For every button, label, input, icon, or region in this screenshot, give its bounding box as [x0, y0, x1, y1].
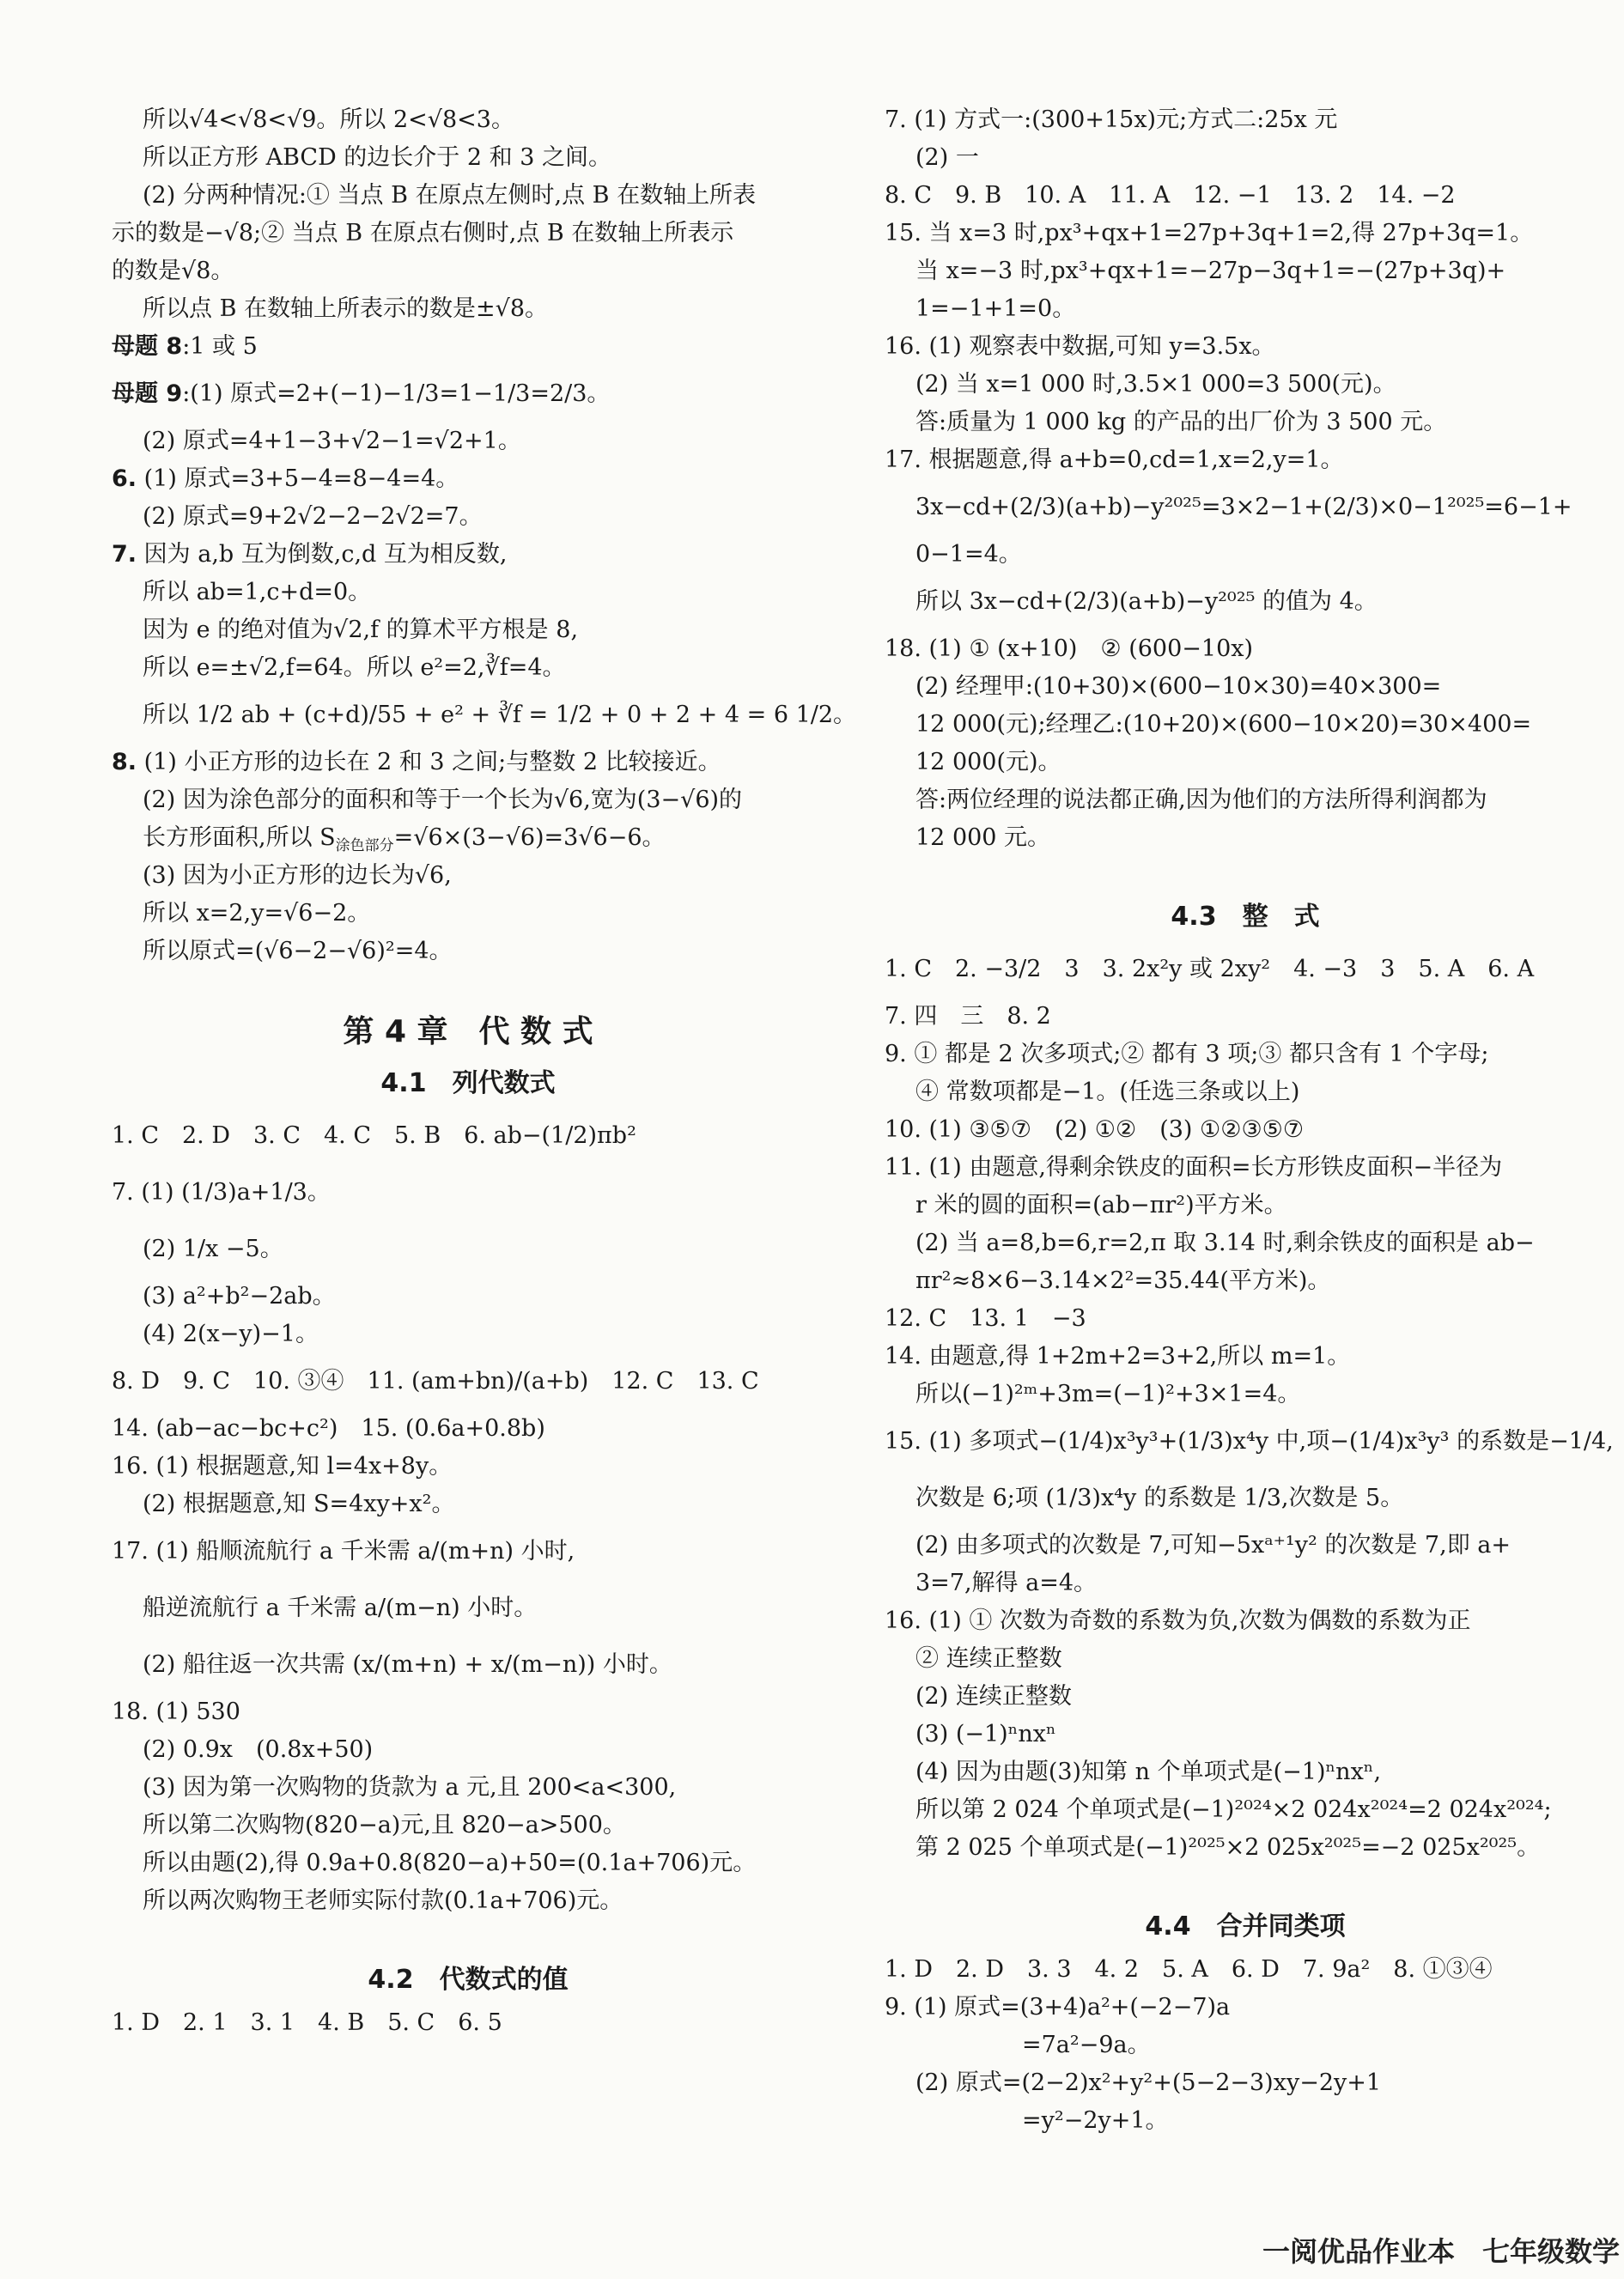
answer-line: (2) 当 a=8,b=6,r=2,π 取 3.14 时,剩余铁皮的面积是 ab− — [915, 1230, 1535, 1256]
answer-line: (3) (−1)ⁿnxⁿ — [915, 1721, 1056, 1747]
answer-line: 1. C 2. −3/2 3 3. 2x²y 或 2xy² 4. −3 3 5. A 6. A — [885, 956, 1535, 982]
answer-line: (2) 因为涂色部分的面积和等于一个长为√6,宽为(3−√6)的 — [143, 787, 743, 813]
answer-line: (2) 经理甲:(10+30)×(600−10×30)=40×300= — [915, 673, 1442, 700]
answer-line: 所以(−1)²ᵐ+3m=(−1)²+3×1=4。 — [915, 1381, 1301, 1407]
answer-line: 所以由题(2),得 0.9a+0.8(820−a)+50=(0.1a+706)元。 — [143, 1850, 757, 1876]
answer-line: 8. D 9. C 10. ③④ 11. (am+bn)/(a+b) 12. C 13. C — [112, 1368, 759, 1395]
answer-line: (2) 原式=(2−2)x²+y²+(5−2−3)xy−2y+1 — [915, 2069, 1382, 2096]
answer-line: (2) 船往返一次共需 (x/(m+n) + x/(m−n)) 小时。 — [143, 1651, 672, 1678]
answer-line: 所以 1/2 ab + (c+d)/55 + e² + ∛f = 1/2 + 0 + 2 + 4 = 6 1/2。 — [143, 702, 857, 728]
answer-line: 12 000(元)。 — [915, 749, 1061, 775]
answer-line: 3=7,解得 a=4。 — [915, 1570, 1098, 1596]
answer-line: 当 x=−3 时,px³+qx+1=−27p−3q+1=−(27p+3q)+ — [915, 258, 1506, 284]
section-title: 4.2 代数式的值 — [368, 1965, 569, 1995]
answer-line: 所以点 B 在数轴上所表示的数是±√8。 — [143, 295, 549, 322]
answer-text: :1 或 5 — [182, 333, 258, 360]
answer-line: 6. (1) 原式=3+5−4=8−4=4。 — [112, 465, 459, 492]
answer-line: 所以 x=2,y=√6−2。 — [143, 900, 371, 927]
answer-line: 9. (1) 原式=(3+4)a²+(−2−7)a — [885, 1994, 1231, 2021]
answer-line: 10. (1) ③⑤⑦ (2) ①② (3) ①②③⑤⑦ — [885, 1116, 1305, 1143]
answer-line: 17. 根据题意,得 a+b=0,cd=1,x=2,y=1。 — [885, 447, 1344, 473]
answer-line: 所以第二次购物(820−a)元,且 820−a>500。 — [143, 1812, 626, 1838]
answer-line: 答:两位经理的说法都正确,因为他们的方法所得利润都为 — [915, 787, 1487, 813]
answer-line: 所以原式=(√6−2−√6)²=4。 — [143, 938, 453, 964]
answer-line: (4) 2(x−y)−1。 — [143, 1321, 319, 1347]
answer-line: ④ 常数项都是−1。(任选三条或以上) — [915, 1079, 1300, 1105]
answer-line: 0−1=4。 — [915, 541, 1022, 568]
answer-line: 示的数是−√8;② 当点 B 在原点右侧时,点 B 在数轴上所表示 — [112, 220, 734, 246]
answer-text: (1) 原式=3+5−4=8−4=4。 — [143, 465, 459, 492]
answer-line: 14. (ab−ac−bc+c²) 15. (0.6a+0.8b) — [112, 1415, 545, 1442]
answer-line: 16. (1) 根据题意,知 l=4x+8y。 — [112, 1453, 453, 1480]
answer-line: 11. (1) 由题意,得剩余铁皮的面积=长方形铁皮面积−半径为 — [885, 1154, 1503, 1181]
answer-line: (2) 一 — [915, 144, 979, 171]
answer-line: (2) 原式=4+1−3+√2−1=√2+1。 — [143, 428, 521, 454]
answer-line: 3x−cd+(2/3)(a+b)−y²⁰²⁵=3×2−1+(2/3)×0−1²⁰²⁵=6−1+ — [915, 494, 1572, 520]
answer-text: (1) 小正方形的边长在 2 和 3 之间;与整数 2 比较接近。 — [143, 749, 721, 775]
answer-line: 9. ① 都是 2 次多项式;② 都有 3 项;③ 都只含有 1 个字母; — [885, 1041, 1489, 1067]
answer-line: 18. (1) ① (x+10) ② (600−10x) — [885, 635, 1254, 662]
answer-line: (2) 根据题意,知 S=4xy+x²。 — [143, 1491, 455, 1517]
answer-line: 8. (1) 小正方形的边长在 2 和 3 之间;与整数 2 比较接近。 — [112, 749, 721, 775]
subscript: 涂色部分 — [335, 837, 394, 854]
answer-line: =7a²−9a。 — [1022, 2032, 1151, 2058]
answer-line: 7. 因为 a,b 互为倒数,c,d 互为相反数, — [112, 541, 508, 568]
section-title: 4.1 列代数式 — [380, 1068, 556, 1098]
answer-line: 17. (1) 船顺流航行 a 千米需 a/(m+n) 小时, — [112, 1538, 575, 1565]
answer-line: 1. D 2. D 3. 3 4. 2 5. A 6. D 7. 9a² 8. ①③④ — [885, 1956, 1493, 1983]
mother-problem-9 — [112, 366, 824, 422]
answer-line: (2) 由多项式的次数是 7,可知−5xᵃ⁺¹y² 的次数是 7,即 a+ — [915, 1532, 1511, 1559]
mother-problem-8 — [112, 328, 824, 366]
answer-line: 15. (1) 多项式−(1/4)x³y³+(1/3)x⁴y 中,项−(1/4)x³y³ 的系数是−1/4, — [885, 1428, 1614, 1455]
answer-line: 所以 ab=1,c+d=0。 — [143, 579, 372, 605]
answer-line: 7. (1) (1/3)a+1/3。 — [112, 1179, 331, 1206]
answer-line: 16. (1) 观察表中数据,可知 y=3.5x。 — [885, 333, 1275, 360]
answer-line: (4) 因为由题(3)知第 n 个单项式是(−1)ⁿnxⁿ, — [915, 1759, 1382, 1785]
answer-line: 7. 四 三 8. 2 — [885, 1003, 1051, 1030]
answer-line: (3) 因为小正方形的边长为√6, — [143, 862, 452, 889]
answer-line — [112, 819, 824, 857]
section-title: 4.4 合并同类项 — [1145, 1911, 1346, 1942]
answer-line: 15. 当 x=3 时,px³+qx+1=27p+3q+1=2,得 27p+3q=1。 — [885, 220, 1534, 246]
answer-line: 所以 e=±√2,f=64。所以 e²=2,∛f=4。 — [143, 654, 566, 681]
answer-line: ② 连续正整数 — [915, 1645, 1062, 1672]
answer-text: :(1) 原式=2+(−1)−1/3=1−1/3=2/3。 — [182, 380, 611, 407]
book-title-footer: 一阅优品作业本 七年级数学 — [1262, 2235, 1621, 2268]
answer-line: πr²≈8×6−3.14×2²=35.44(平方米)。 — [915, 1267, 1331, 1294]
answer-line: 12 000 元。 — [915, 824, 1051, 851]
answer-line: 所以正方形 ABCD 的边长介于 2 和 3 之间。 — [143, 144, 611, 171]
answer-line: (2) 连续正整数 — [915, 1683, 1072, 1710]
answer-line: 16. (1) ① 次数为奇数的系数为负,次数为偶数的系数为正 — [885, 1607, 1471, 1634]
answer-line: 1. D 2. 1 3. 1 4. B 5. C 6. 5 — [112, 2009, 502, 2036]
answer-text: =√6×(3−√6)=3√6−6。 — [393, 824, 666, 851]
answer-line: 18. (1) 530 — [112, 1699, 240, 1725]
answer-line: 次数是 6;项 (1/3)x⁴y 的系数是 1/3,次数是 5。 — [915, 1485, 1404, 1511]
answer-line: 所以√4<√8<√9。所以 2<√8<3。 — [143, 106, 514, 133]
answer-line: r 米的圆的面积=(ab−πr²)平方米。 — [915, 1192, 1287, 1219]
answer-text: 因为 a,b 互为倒数,c,d 互为相反数, — [143, 541, 508, 568]
answer-line: (3) a²+b²−2ab。 — [143, 1283, 336, 1310]
answer-line: (2) 1/x −5。 — [143, 1236, 283, 1262]
answer-line: (3) 因为第一次购物的货款为 a 元,且 200<a<300, — [143, 1774, 677, 1801]
problem-label: 母题 9 — [112, 380, 183, 407]
right-column — [885, 101, 1614, 2140]
answer-line: 7. (1) 方式一:(300+15x)元;方式二:25x 元 — [885, 106, 1338, 133]
answer-line: 12 000(元);经理乙:(10+20)×(600−10×20)=30×400= — [915, 711, 1532, 738]
answer-line: 船逆流航行 a 千米需 a/(m−n) 小时。 — [143, 1595, 538, 1621]
answer-line: 所以两次购物王老师实际付款(0.1a+706)元。 — [143, 1887, 623, 1914]
section-title: 4.3 整 式 — [1171, 902, 1320, 932]
answer-line: 所以 3x−cd+(2/3)(a+b)−y²⁰²⁵ 的值为 4。 — [915, 588, 1378, 615]
chapter-title: 第 4 章 代 数 式 — [343, 1014, 593, 1049]
answer-line: (2) 原式=9+2√2−2−2√2=7。 — [143, 503, 483, 530]
answer-line: 1=−1+1=0。 — [915, 295, 1076, 322]
answer-line: 所以第 2 024 个单项式是(−1)²⁰²⁴×2 024x²⁰²⁴=2 024x²⁰²⁴; — [915, 1796, 1552, 1823]
answer-text: 长方形面积,所以 S — [143, 824, 336, 851]
answer-line: 因为 e 的绝对值为√2,f 的算术平方根是 8, — [143, 617, 579, 643]
answer-line: 12. C 13. 1 −3 — [885, 1305, 1086, 1332]
answer-line: 第 2 025 个单项式是(−1)²⁰²⁵×2 025x²⁰²⁵=−2 025x²⁰²⁵。 — [915, 1834, 1541, 1861]
answer-line: 1. C 2. D 3. C 4. C 5. B 6. ab−(1/2)πb² — [112, 1122, 636, 1149]
answer-line: (2) 分两种情况:① 当点 B 在原点左侧时,点 B 在数轴上所表 — [143, 182, 757, 209]
answer-line: (2) 当 x=1 000 时,3.5×1 000=3 500(元)。 — [915, 371, 1396, 398]
answer-line: 14. 由题意,得 1+2m+2=3+2,所以 m=1。 — [885, 1343, 1351, 1370]
answer-line: 的数是√8。 — [112, 258, 234, 284]
answer-line: 8. C 9. B 10. A 11. A 12. −1 13. 2 14. −2 — [885, 182, 1456, 209]
left-column — [112, 101, 857, 2042]
answer-line: =y²−2y+1。 — [1022, 2107, 1169, 2134]
problem-label: 母题 8 — [112, 333, 183, 360]
answer-line: 答:质量为 1 000 kg 的产品的出厂价为 3 500 元。 — [915, 409, 1447, 435]
answer-line: (2) 0.9x (0.8x+50) — [143, 1736, 374, 1763]
